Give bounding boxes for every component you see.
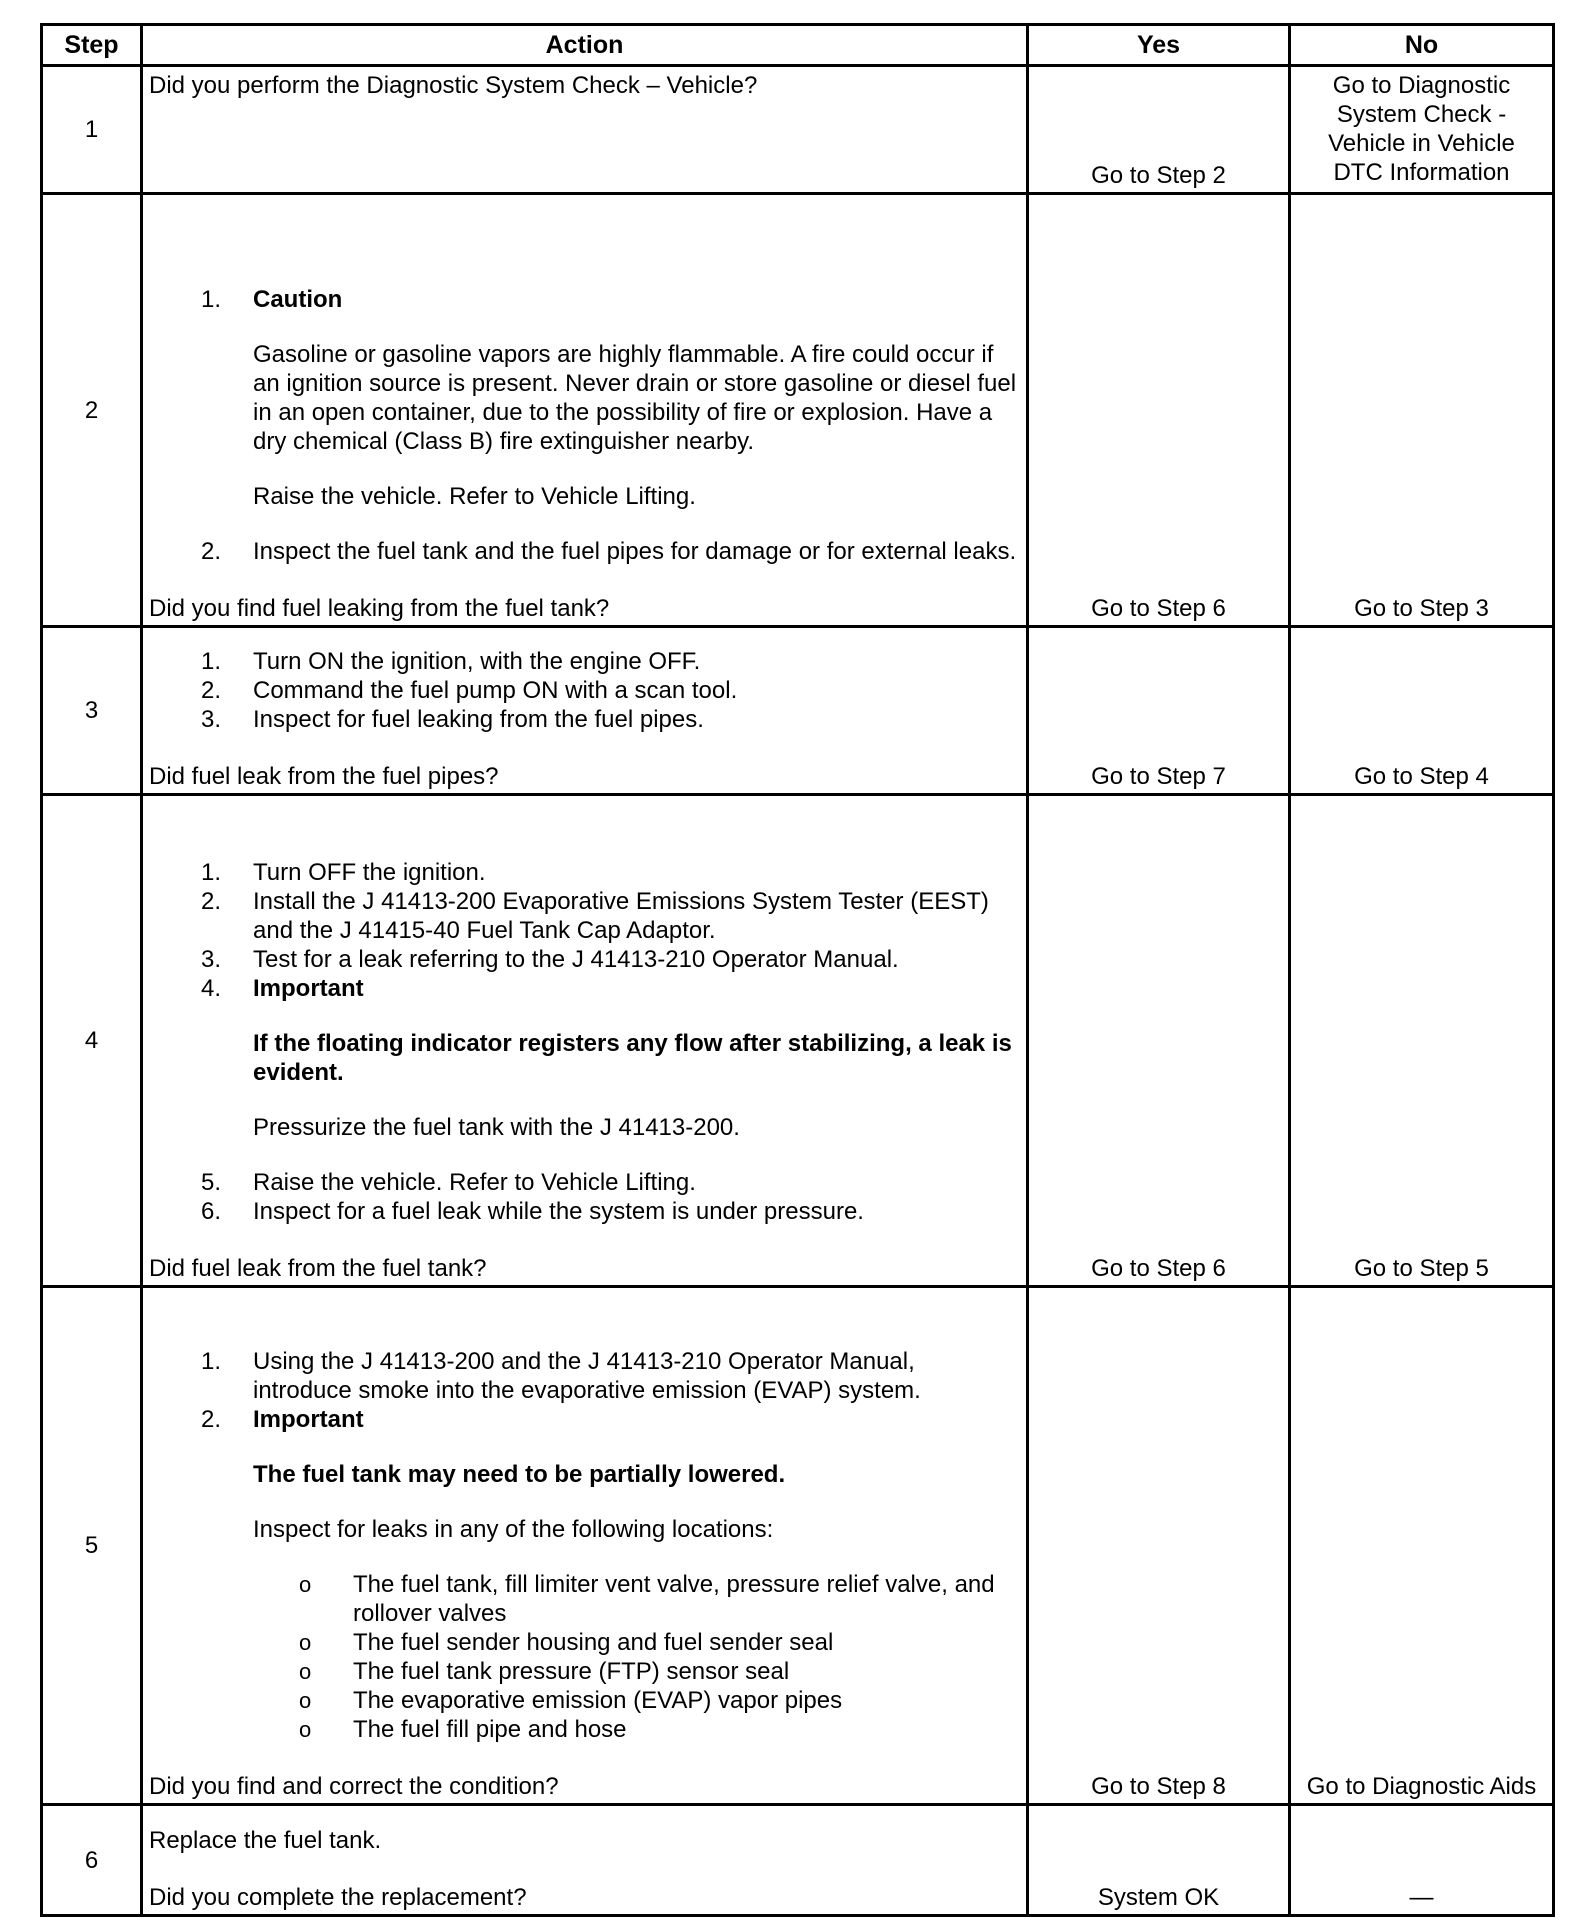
yes-cell: Go to Step 6 bbox=[1028, 194, 1290, 627]
question: Did you find fuel leaking from the fuel tank? bbox=[149, 595, 610, 622]
yes-cell: Go to Step 7 bbox=[1028, 627, 1290, 795]
table-row-step-1 bbox=[42, 66, 1554, 194]
list-item bbox=[149, 1405, 1020, 1434]
item-number: 2. bbox=[201, 888, 222, 915]
important-text: The fuel tank may need to be partially lowered. bbox=[253, 1461, 786, 1488]
no-cell: Go to Step 4 bbox=[1290, 627, 1554, 795]
no-line: DTC Information bbox=[1333, 159, 1510, 186]
no-cell: Go to Diagnostic Aids bbox=[1290, 1287, 1554, 1805]
bullet-text: The fuel fill pipe and hose bbox=[353, 1716, 627, 1743]
item-number: 3. bbox=[201, 706, 222, 733]
bullet-symbol: o bbox=[299, 1630, 312, 1655]
caution-title: Caution bbox=[253, 286, 343, 313]
yes-cell: Go to Step 2 bbox=[1028, 66, 1290, 194]
list-item bbox=[149, 858, 1020, 887]
bullet-item bbox=[149, 1628, 1020, 1657]
list-item bbox=[149, 705, 1020, 734]
question: Did fuel leak from the fuel pipes? bbox=[149, 763, 499, 790]
bullet-text: The fuel sender housing and fuel sender seal bbox=[353, 1629, 834, 1656]
question: Did fuel leak from the fuel tank? bbox=[149, 1255, 487, 1282]
item-number: 1. bbox=[201, 648, 222, 675]
item-number: 3. bbox=[201, 946, 222, 973]
bullet-text: The evaporative emission (EVAP) vapor pipes bbox=[353, 1687, 843, 1714]
bullet-symbol: o bbox=[299, 1717, 312, 1742]
list-item bbox=[149, 537, 1020, 566]
item-text: Inspect the fuel tank and the fuel pipes for damage or for external leaks. bbox=[253, 538, 1017, 565]
action-cell bbox=[142, 1805, 1028, 1916]
item-text: Turn ON the ignition, with the engine OFF. bbox=[253, 648, 701, 675]
item-number: 1. bbox=[201, 859, 222, 886]
bullet-item bbox=[149, 1715, 1020, 1744]
no-line: System Check - bbox=[1336, 101, 1507, 128]
item-text: Test for a leak referring to the J 41413-210 Operator Manual. bbox=[253, 946, 899, 973]
important-text: If the floating indicator registers any flow after stabilizing, a leak is evident. bbox=[253, 1030, 1012, 1086]
header-no: No bbox=[1290, 25, 1554, 66]
question: Did you perform the Diagnostic System Check – Vehicle? bbox=[149, 72, 758, 99]
item-text: Inspect for leaks in any of the following locations: bbox=[253, 1516, 774, 1543]
bullet-text: The fuel tank, fill limiter vent valve, pressure relief valve, and rollover valves bbox=[353, 1571, 995, 1627]
list-item bbox=[149, 285, 1020, 314]
item-text: Install the J 41413-200 Evaporative Emissions System Tester (EEST) and the J 41415-40 Fuel Tank Cap Adaptor. bbox=[253, 888, 989, 944]
action-cell bbox=[142, 66, 1028, 194]
diagnostic-table bbox=[40, 23, 1555, 1917]
list-item bbox=[149, 1197, 1020, 1226]
action-cell bbox=[142, 194, 1028, 627]
action-text: Replace the fuel tank. bbox=[149, 1827, 382, 1854]
important-title: Important bbox=[253, 975, 364, 1002]
bullet-symbol: o bbox=[299, 1572, 312, 1597]
bullet-item bbox=[149, 1657, 1020, 1686]
list-item bbox=[149, 1168, 1020, 1197]
table-row-step-4 bbox=[42, 795, 1554, 1287]
no-cell bbox=[1290, 66, 1554, 194]
list-item bbox=[149, 887, 1020, 945]
action-cell bbox=[142, 627, 1028, 795]
item-text: Turn OFF the ignition. bbox=[253, 859, 486, 886]
list-item bbox=[149, 974, 1020, 1003]
important-title: Important bbox=[253, 1406, 364, 1433]
bullet-symbol: o bbox=[299, 1688, 312, 1713]
bullet-symbol: o bbox=[299, 1659, 312, 1684]
no-cell: — bbox=[1290, 1805, 1554, 1916]
bullet-item bbox=[149, 1686, 1020, 1715]
table-row-step-5 bbox=[42, 1287, 1554, 1805]
item-text: Command the fuel pump ON with a scan tool. bbox=[253, 677, 738, 704]
list-item bbox=[149, 647, 1020, 676]
table-row-step-2 bbox=[42, 194, 1554, 627]
question: Did you find and correct the condition? bbox=[149, 1773, 559, 1800]
item-text: Pressurize the fuel tank with the J 41413-200. bbox=[253, 1114, 740, 1141]
item-text: Inspect for fuel leaking from the fuel pipes. bbox=[253, 706, 704, 733]
no-line: Vehicle in Vehicle bbox=[1328, 130, 1515, 157]
item-number: 1. bbox=[201, 286, 222, 313]
question: Did you complete the replacement? bbox=[149, 1884, 527, 1911]
item-number: 2. bbox=[201, 538, 222, 565]
header-step: Step bbox=[42, 25, 142, 66]
item-text: Using the J 41413-200 and the J 41413-210 Operator Manual, introduce smoke into the evaporative emission (EVAP) system. bbox=[253, 1348, 921, 1404]
yes-cell: Go to Step 6 bbox=[1028, 795, 1290, 1287]
yes-cell: Go to Step 8 bbox=[1028, 1287, 1290, 1805]
step-number: 1 bbox=[42, 66, 142, 194]
item-number: 1. bbox=[201, 1348, 222, 1375]
list-item bbox=[149, 945, 1020, 974]
yes-cell: System OK bbox=[1028, 1805, 1290, 1916]
list-item bbox=[149, 1347, 1020, 1405]
no-line: Go to Diagnostic bbox=[1332, 72, 1511, 99]
caution-text: Gasoline or gasoline vapors are highly flammable. A fire could occur if an ignition source is present. Never drain or store gasoline or diesel fuel in an open container, due to the possibility of fire or explosion. Have a dry chemical (Class B) fire extinguisher nearby. bbox=[253, 341, 1017, 455]
step-number: 3 bbox=[42, 627, 142, 795]
step-number: 5 bbox=[42, 1287, 142, 1805]
table-row-step-3 bbox=[42, 627, 1554, 795]
item-text: Raise the vehicle. Refer to Vehicle Lifting. bbox=[253, 1169, 696, 1196]
no-cell: Go to Step 5 bbox=[1290, 795, 1554, 1287]
list-item bbox=[149, 676, 1020, 705]
item-number: 4. bbox=[201, 975, 222, 1002]
item-number: 6. bbox=[201, 1198, 222, 1225]
step-number: 6 bbox=[42, 1805, 142, 1916]
item-text: Inspect for a fuel leak while the system is under pressure. bbox=[253, 1198, 864, 1225]
item-number: 2. bbox=[201, 677, 222, 704]
header-row bbox=[42, 25, 1554, 66]
action-cell bbox=[142, 1287, 1028, 1805]
no-cell: Go to Step 3 bbox=[1290, 194, 1554, 627]
header-yes: Yes bbox=[1028, 25, 1290, 66]
item-text: Raise the vehicle. Refer to Vehicle Lifting. bbox=[253, 483, 696, 510]
bullet-item bbox=[149, 1570, 1020, 1628]
header-action: Action bbox=[142, 25, 1028, 66]
action-cell bbox=[142, 795, 1028, 1287]
table-row-step-6 bbox=[42, 1805, 1554, 1916]
item-number: 2. bbox=[201, 1406, 222, 1433]
bullet-text: The fuel tank pressure (FTP) sensor seal bbox=[353, 1658, 790, 1685]
step-number: 2 bbox=[42, 194, 142, 627]
step-number: 4 bbox=[42, 795, 142, 1287]
item-number: 5. bbox=[201, 1169, 222, 1196]
